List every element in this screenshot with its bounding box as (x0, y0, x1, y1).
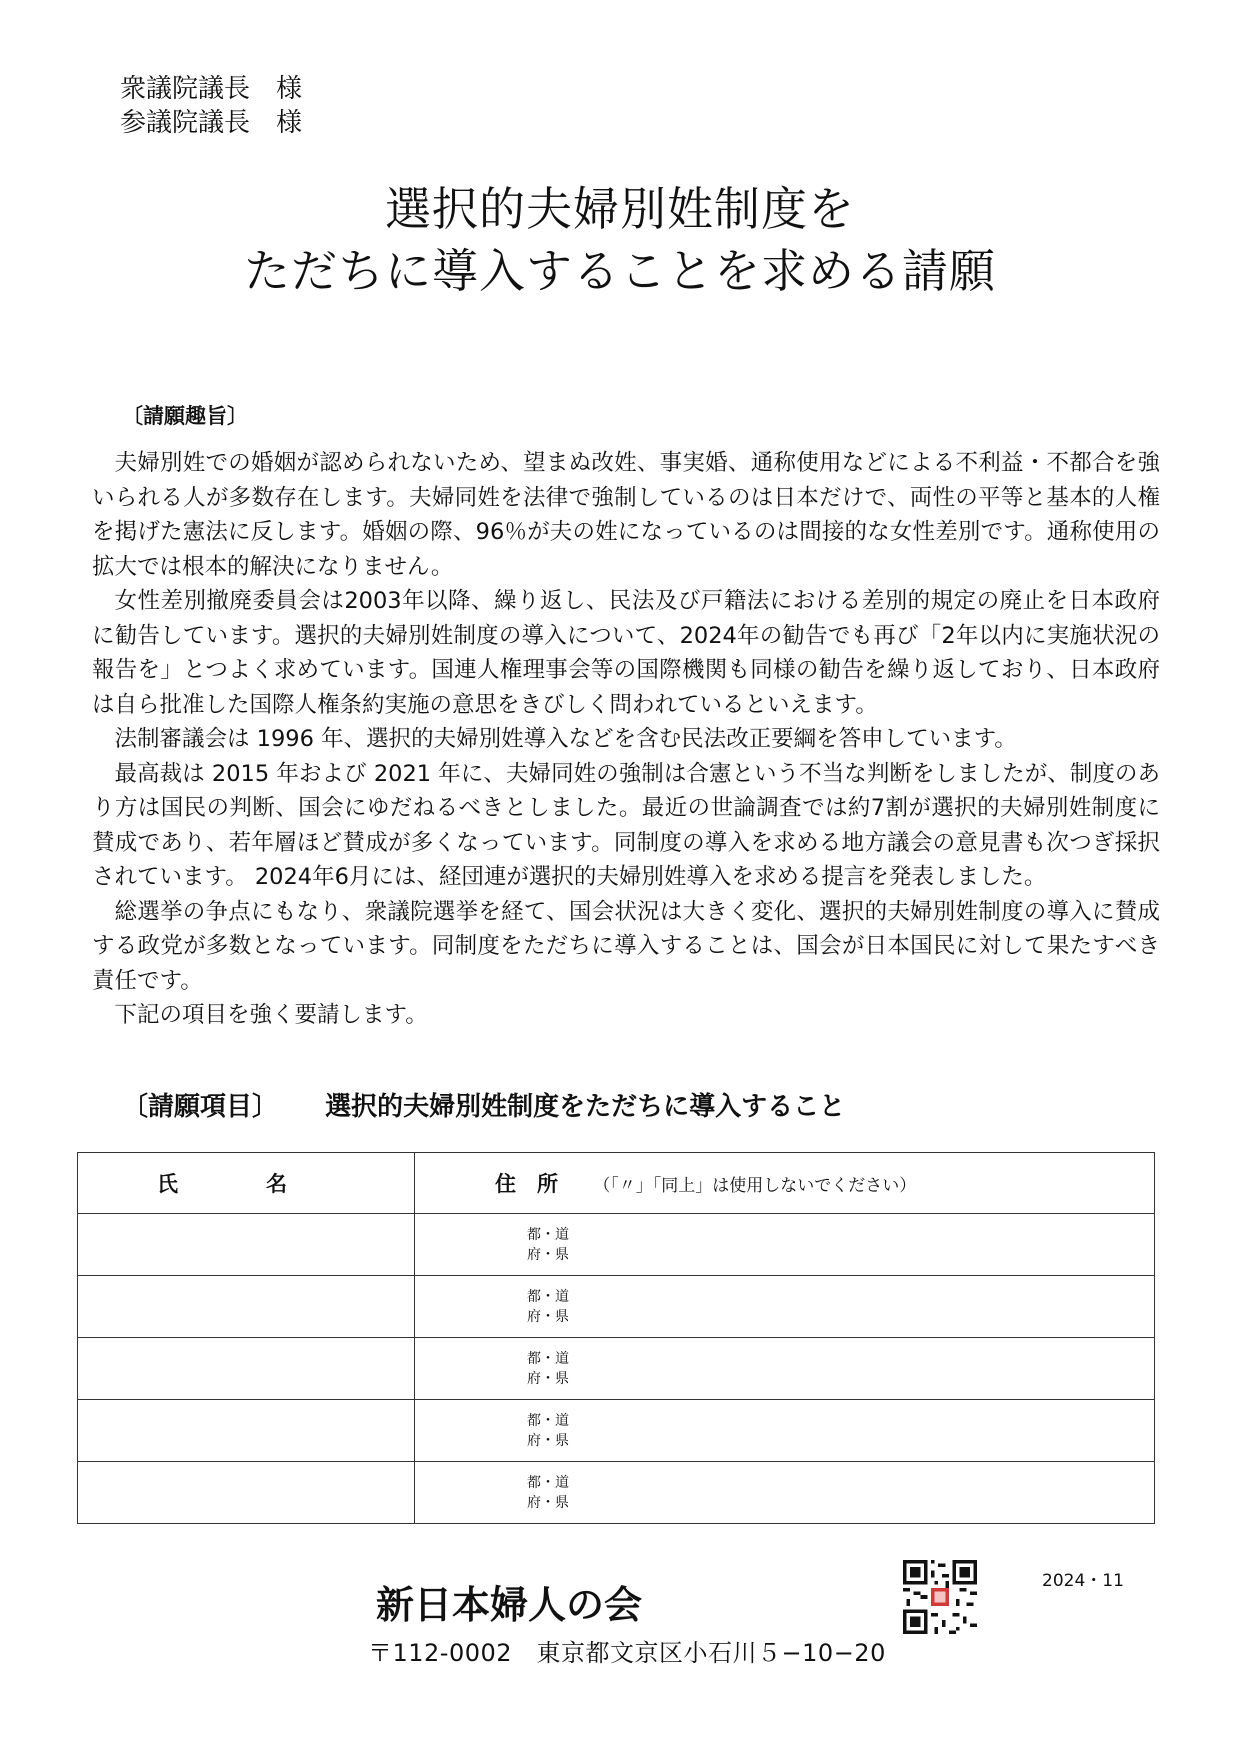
title-line-2: ただちに導入することを求める請願 (244, 244, 996, 298)
prefecture-label (527, 1349, 1154, 1389)
paragraph: 最高裁は 2015 年および 2021 年に、夫婦同姓の強制は合憲という不当な判断をしましたが、制度のあり方は国民の判断、国会にゆだねるべきとしました。最近の世論調査では約7割が選択的夫婦別姓制度に賛成であり、若年層ほど賛成が多くなっています。同制度の導入を求める地方議会の意見書も次つぎ採択されています。 2024年6月には、経団連が選択的夫婦別姓導入を求める提言を発表しました。 (92, 760, 1160, 890)
qr-code-icon (903, 1560, 977, 1634)
address-header-note: （「〃」「同上」は使用しないでください） (593, 1176, 917, 1196)
pref-line-2: 府・県 (527, 1494, 569, 1511)
petition-purpose-heading: 〔請願趣旨〕 (122, 404, 248, 428)
name-field[interactable] (78, 1338, 415, 1400)
page-title (0, 178, 1240, 302)
name-field[interactable] (78, 1462, 415, 1524)
signature-row (78, 1214, 1155, 1276)
address-field[interactable] (415, 1338, 1155, 1400)
address-field[interactable] (415, 1400, 1155, 1462)
pref-line-1: 都・道 (527, 1226, 569, 1243)
addressees (120, 72, 302, 140)
pref-line-2: 府・県 (527, 1246, 569, 1263)
address-field[interactable] (415, 1462, 1155, 1524)
paragraph: 下記の項目を強く要請します。 (114, 1002, 428, 1028)
addressee-lower-house: 衆議院議長 様 (120, 74, 303, 104)
pref-line-1: 都・道 (527, 1288, 569, 1305)
addressee-upper-house: 参議院議長 様 (120, 108, 303, 138)
petition-items-text: 選択的夫婦別姓制度をただちに導入すること (325, 1092, 846, 1122)
address-column-header (415, 1153, 1155, 1214)
pref-line-2: 府・県 (527, 1308, 569, 1325)
paragraph: 女性差別撤廃委員会は2003年以降、繰り返し、民法及び戸籍法における差別的規定の廃止を日本政府に勧告しています。選択的夫婦別姓制度の導入について、2024年の勧告でも再び「2年以内に実施状況の報告を」とつよく求めています。国連人権理事会等の国際機関も同様の勧告を繰り返しており、日本政府は自ら批准した国際人権条約実施の意思をきびしく問われているといえます。 (92, 588, 1160, 718)
organization-name: 新日本婦人の会 (376, 1583, 643, 1627)
address-header-label: 住 所 (495, 1172, 558, 1196)
prefecture-label (527, 1287, 1154, 1327)
title-line-1: 選択的夫婦別姓制度を (385, 182, 855, 236)
signature-row (78, 1462, 1155, 1524)
name-column-header: 氏名 (78, 1153, 415, 1214)
pref-line-1: 都・道 (527, 1350, 569, 1367)
petition-items-label: 〔請願項目〕 (122, 1092, 279, 1122)
paragraph: 法制審議会は 1996 年、選択的夫婦別姓導入などを含む民法改正要綱を答申しています。 (114, 726, 1017, 752)
pref-line-1: 都・道 (527, 1412, 569, 1429)
petition-items (122, 1086, 845, 1123)
prefecture-label (527, 1411, 1154, 1451)
prefecture-label (527, 1473, 1154, 1513)
prefecture-label (527, 1225, 1154, 1265)
issue-date: 2024・11 (1042, 1571, 1124, 1591)
pref-line-1: 都・道 (527, 1474, 569, 1491)
name-field[interactable] (78, 1276, 415, 1338)
pref-line-2: 府・県 (527, 1370, 569, 1387)
address-field[interactable] (415, 1276, 1155, 1338)
paragraph: 夫婦別姓での婚姻が認められないため、望まぬ改姓、事実婚、通称使用などによる不利益・不都合を強いられる人が多数存在します。夫婦同姓を法律で強制しているのは日本だけで、両性の平等と基本的人権を掲げた憲法に反します。婚姻の際、96％が夫の姓になっているのは間接的な女性差別です。通称使用の拡大では根本的解決になりません。 (92, 450, 1160, 580)
signature-row (78, 1400, 1155, 1462)
signature-table (77, 1152, 1155, 1524)
paragraph: 総選挙の争点にもなり、衆議院選挙を経て、国会状況は大きく変化、選択的夫婦別姓制度の導入に賛成する政党が多数となっています。同制度をただちに導入することは、国会が日本国民に対して果たすべき責任です。 (92, 898, 1160, 994)
name-field[interactable] (78, 1214, 415, 1276)
organization-address: 〒112-0002 東京都文京区小石川５−10−20 (368, 1639, 886, 1667)
name-field[interactable] (78, 1400, 415, 1462)
signature-table-header (78, 1153, 1155, 1214)
petition-purpose-body (92, 446, 1160, 1033)
signature-row (78, 1276, 1155, 1338)
pref-line-2: 府・県 (527, 1432, 569, 1449)
address-field[interactable] (415, 1214, 1155, 1276)
signature-row (78, 1338, 1155, 1400)
